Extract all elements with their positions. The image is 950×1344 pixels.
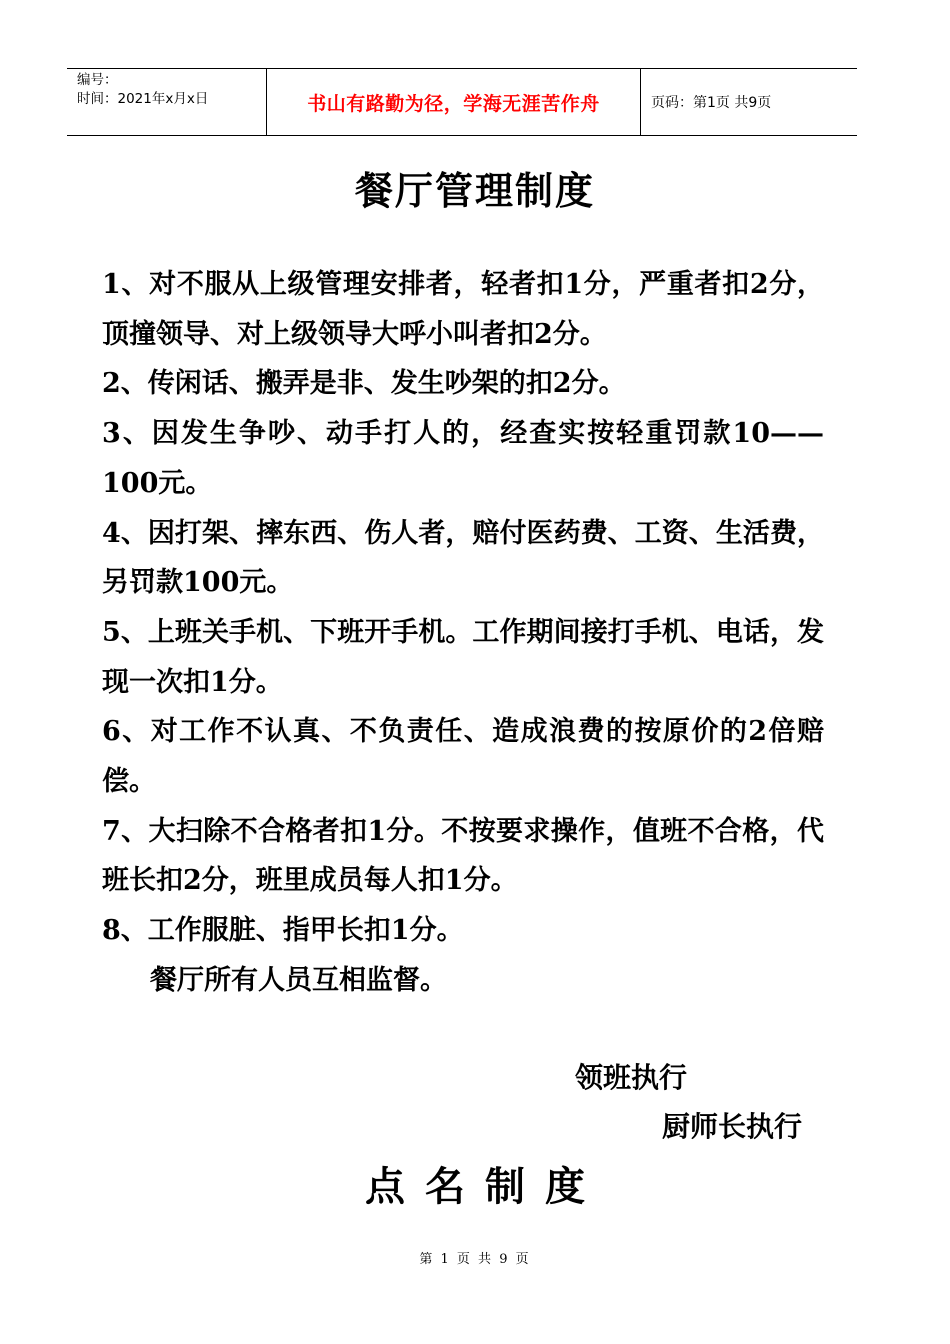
rule-paragraph: 2、传闲话、搬弄是非、发生吵架的扣2分。 [102, 368, 626, 400]
rule-paragraph: 7、大扫除不合格者扣1分。不按要求操作，值班不合格，代班长扣2分，班里成员每人扣1分。 [102, 815, 824, 897]
closing-line: 餐厅所有人员互相监督。 [150, 964, 447, 996]
rule-paragraph: 1、对不服从上级管理安排者，轻者扣1分，严重者扣2分，顶撞领导、对上级领导大呼小叫者扣2分。 [102, 269, 824, 350]
document-title: 餐厅管理制度 [354, 169, 595, 213]
rule-paragraph: 6、对工作不认真、不负责任、造成浪费的按原价的2倍赔偿。 [102, 716, 824, 798]
page-footer: 第 1 页 共 9 页 [419, 1252, 531, 1267]
header-meta [67, 69, 267, 135]
number-label: 编号： [77, 72, 118, 88]
rules-body [102, 260, 824, 1006]
rule-paragraph: 8、工作服脏、指甲长扣1分。 [102, 915, 464, 947]
rule-paragraph: 3、因发生争吵、动手打人的，经查实按轻重罚款10——100元。 [102, 418, 824, 499]
header-motto: 书山有路勤为径，学海无涯苦作舟 [267, 69, 641, 135]
header-page-info: 页码：第1页 共9页 [651, 95, 772, 111]
rule-paragraph: 4、因打架、摔东西、伤人者，赔付医药费、工资、生活费，另罚款100元。 [102, 517, 824, 599]
document-header [67, 68, 857, 136]
time-label: 时间：2021年x月x日 [77, 91, 209, 107]
signature-foreman: 领班执行 [575, 1061, 688, 1094]
signature-head-chef: 厨师长执行 [662, 1110, 803, 1143]
rule-paragraph: 5、上班关手机、下班开手机。工作期间接打手机、电话，发现一次扣1分。 [102, 616, 824, 698]
next-section-title: 点名制度 [365, 1164, 605, 1210]
